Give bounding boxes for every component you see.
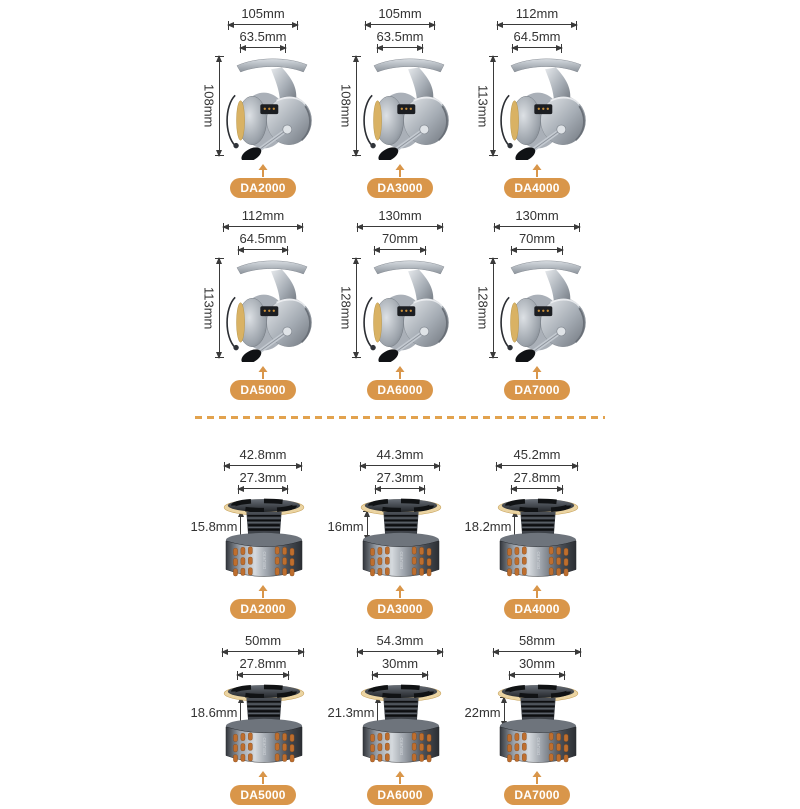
- outer-width-arrow: [365, 24, 435, 25]
- reel-dimensions-section: [0, 6, 800, 400]
- spool-card: [464, 447, 606, 623]
- product-illustration: [359, 54, 459, 160]
- outer-width-label: 42.8mm: [239, 447, 287, 462]
- height-dimension: [202, 258, 220, 358]
- outer-width-dimension: [360, 447, 440, 466]
- inner-width-label: 27.3mm: [239, 470, 287, 485]
- inner-width-label: 70mm: [518, 231, 556, 246]
- height-dimension: [339, 56, 357, 156]
- up-arrow-icon: [531, 366, 543, 379]
- inner-width-dimension: [238, 231, 288, 250]
- product-illustration: [359, 256, 459, 362]
- inner-width-label: 27.8mm: [513, 470, 561, 485]
- outer-width-label: 105mm: [241, 6, 285, 21]
- height-label: 22mm: [464, 704, 501, 720]
- outer-width-dimension: [497, 6, 577, 25]
- outer-width-arrow: [496, 465, 578, 466]
- spool-card: [190, 633, 332, 809]
- product-figure: [332, 52, 469, 162]
- model-badge-label: DA7000: [514, 383, 560, 397]
- up-arrow-icon: [531, 771, 543, 784]
- model-badge: [504, 785, 569, 805]
- inner-width-label: 63.5mm: [239, 29, 287, 44]
- outer-width-label: 130mm: [378, 208, 422, 223]
- inner-width-arrow: [511, 488, 563, 489]
- product-figure: [327, 679, 469, 769]
- spool-card: [464, 633, 606, 809]
- inner-width-dimension: [375, 470, 425, 489]
- model-badge: [367, 785, 432, 805]
- model-badge: [367, 599, 432, 619]
- product-figure: [327, 493, 469, 583]
- product-figure: [190, 493, 332, 583]
- model-badge: [504, 380, 569, 400]
- model-badge-label: DA2000: [240, 181, 286, 195]
- height-arrow: [219, 258, 220, 358]
- up-arrow-icon: [531, 585, 543, 598]
- outer-width-arrow: [228, 24, 298, 25]
- reel-card: [469, 208, 606, 400]
- inner-width-label: 27.8mm: [239, 656, 287, 671]
- outer-width-arrow: [497, 24, 577, 25]
- product-figure: [464, 679, 606, 769]
- outer-width-arrow: [357, 651, 443, 652]
- model-badge-label: DA7000: [514, 788, 560, 802]
- outer-width-dimension: [357, 633, 443, 652]
- outer-width-label: 112mm: [515, 6, 559, 21]
- spool-card: [327, 447, 469, 623]
- inner-width-label: 27.3mm: [376, 470, 424, 485]
- up-arrow-icon: [257, 366, 269, 379]
- up-arrow-icon: [394, 771, 406, 784]
- outer-width-arrow: [357, 226, 443, 227]
- product-figure: [464, 493, 606, 583]
- inner-width-label: 30mm: [381, 656, 419, 671]
- spool-row-2: [0, 633, 800, 809]
- inner-width-arrow: [238, 488, 288, 489]
- inner-width-dimension: [237, 656, 289, 675]
- product-illustration: [487, 679, 589, 769]
- outer-width-arrow: [494, 226, 580, 227]
- height-label: 108mm: [201, 84, 217, 128]
- up-arrow-icon: [531, 164, 543, 177]
- inner-width-label: 70mm: [381, 231, 419, 246]
- model-badge: [504, 178, 569, 198]
- outer-width-dimension: [222, 633, 304, 652]
- height-label: 21.3mm: [327, 704, 375, 720]
- height-label: 128mm: [475, 286, 491, 330]
- inner-width-dimension: [509, 656, 565, 675]
- inner-width-label: 63.5mm: [376, 29, 424, 44]
- inner-width-arrow: [512, 47, 562, 48]
- inner-width-label: 30mm: [518, 656, 556, 671]
- outer-width-dimension: [493, 633, 581, 652]
- up-arrow-icon: [257, 771, 269, 784]
- inner-width-dimension: [512, 29, 562, 48]
- model-badge-label: DA5000: [240, 788, 286, 802]
- height-dimension: [476, 258, 494, 358]
- product-illustration: [222, 256, 322, 362]
- outer-width-label: 50mm: [244, 633, 282, 648]
- reel-card: [195, 6, 332, 198]
- outer-width-dimension: [365, 6, 435, 25]
- reel-card: [469, 6, 606, 198]
- model-badge: [230, 178, 295, 198]
- inner-width-arrow: [509, 674, 565, 675]
- outer-width-dimension: [494, 208, 580, 227]
- inner-width-dimension: [374, 231, 426, 250]
- inner-width-dimension: [372, 656, 428, 675]
- outer-width-label: 105mm: [378, 6, 422, 21]
- inner-width-dimension: [240, 29, 287, 48]
- model-badge: [230, 380, 295, 400]
- model-badge: [504, 599, 569, 619]
- outer-width-dimension: [357, 208, 443, 227]
- spool-card: [190, 447, 332, 623]
- outer-width-arrow: [224, 465, 302, 466]
- outer-width-arrow: [223, 226, 303, 227]
- reel-card: [332, 208, 469, 400]
- product-illustration: [487, 493, 589, 583]
- inner-width-arrow: [374, 249, 426, 250]
- up-arrow-icon: [394, 164, 406, 177]
- inner-width-arrow: [238, 249, 288, 250]
- height-dimension: [202, 56, 220, 156]
- outer-width-label: 45.2mm: [513, 447, 561, 462]
- model-badge-label: DA4000: [514, 602, 560, 616]
- height-label: 18.6mm: [190, 704, 238, 720]
- reel-card: [332, 6, 469, 198]
- height-label: 108mm: [338, 84, 354, 128]
- product-illustration: [350, 493, 452, 583]
- product-illustration: [213, 493, 315, 583]
- model-badge-label: DA3000: [377, 602, 423, 616]
- model-badge: [230, 785, 295, 805]
- height-dimension: [476, 56, 494, 156]
- inner-width-arrow: [237, 674, 289, 675]
- up-arrow-icon: [394, 585, 406, 598]
- up-arrow-icon: [257, 164, 269, 177]
- inner-width-dimension: [511, 231, 563, 250]
- height-label: 113mm: [475, 84, 491, 128]
- up-arrow-icon: [257, 585, 269, 598]
- inner-width-arrow: [372, 674, 428, 675]
- height-arrow: [356, 258, 357, 358]
- height-label: 128mm: [338, 286, 354, 330]
- height-label: 15.8mm: [190, 518, 238, 534]
- product-figure: [190, 679, 332, 769]
- model-badge-label: DA6000: [377, 788, 423, 802]
- inner-width-dimension: [238, 470, 288, 489]
- height-arrow: [356, 56, 357, 156]
- inner-width-label: 64.5mm: [513, 29, 561, 44]
- height-label: 113mm: [201, 286, 217, 330]
- inner-width-label: 64.5mm: [239, 231, 287, 246]
- product-figure: [195, 52, 332, 162]
- product-illustration: [222, 54, 322, 160]
- model-badge-label: DA4000: [514, 181, 560, 195]
- up-arrow-icon: [394, 366, 406, 379]
- height-arrow: [219, 56, 220, 156]
- outer-width-label: 44.3mm: [376, 447, 424, 462]
- reel-card: [195, 208, 332, 400]
- outer-width-dimension: [223, 208, 303, 227]
- outer-width-arrow: [493, 651, 581, 652]
- outer-width-arrow: [222, 651, 304, 652]
- model-badge-label: DA5000: [240, 383, 286, 397]
- reel-row-2: [0, 208, 800, 400]
- outer-width-dimension: [224, 447, 302, 466]
- product-figure: [332, 254, 469, 364]
- spool-row-1: [0, 447, 800, 623]
- product-illustration: [350, 679, 452, 769]
- product-figure: [469, 254, 606, 364]
- spool-dimensions-section: [0, 447, 800, 809]
- model-badge-label: DA2000: [240, 602, 286, 616]
- model-badge-label: DA6000: [377, 383, 423, 397]
- outer-width-dimension: [496, 447, 578, 466]
- reel-row-1: [0, 6, 800, 198]
- product-illustration: [496, 54, 596, 160]
- model-badge: [367, 380, 432, 400]
- model-badge: [230, 599, 295, 619]
- height-dimension: [339, 258, 357, 358]
- height-arrow: [493, 258, 494, 358]
- height-label: 18.2mm: [464, 518, 512, 534]
- inner-width-dimension: [377, 29, 424, 48]
- inner-width-arrow: [377, 47, 423, 48]
- outer-width-label: 130mm: [515, 208, 559, 223]
- inner-width-arrow: [511, 249, 563, 250]
- outer-width-label: 54.3mm: [376, 633, 424, 648]
- model-badge-label: DA3000: [377, 181, 423, 195]
- section-divider: [195, 416, 605, 419]
- product-illustration: [213, 679, 315, 769]
- height-label: 16mm: [327, 518, 364, 534]
- outer-width-label: 112mm: [241, 208, 285, 223]
- inner-width-dimension: [511, 470, 563, 489]
- product-illustration: [496, 256, 596, 362]
- inner-width-arrow: [375, 488, 425, 489]
- product-figure: [195, 254, 332, 364]
- height-arrow: [493, 56, 494, 156]
- model-badge: [367, 178, 432, 198]
- outer-width-dimension: [228, 6, 298, 25]
- inner-width-arrow: [240, 47, 286, 48]
- outer-width-label: 58mm: [518, 633, 556, 648]
- product-figure: [469, 52, 606, 162]
- spool-card: [327, 633, 469, 809]
- outer-width-arrow: [360, 465, 440, 466]
